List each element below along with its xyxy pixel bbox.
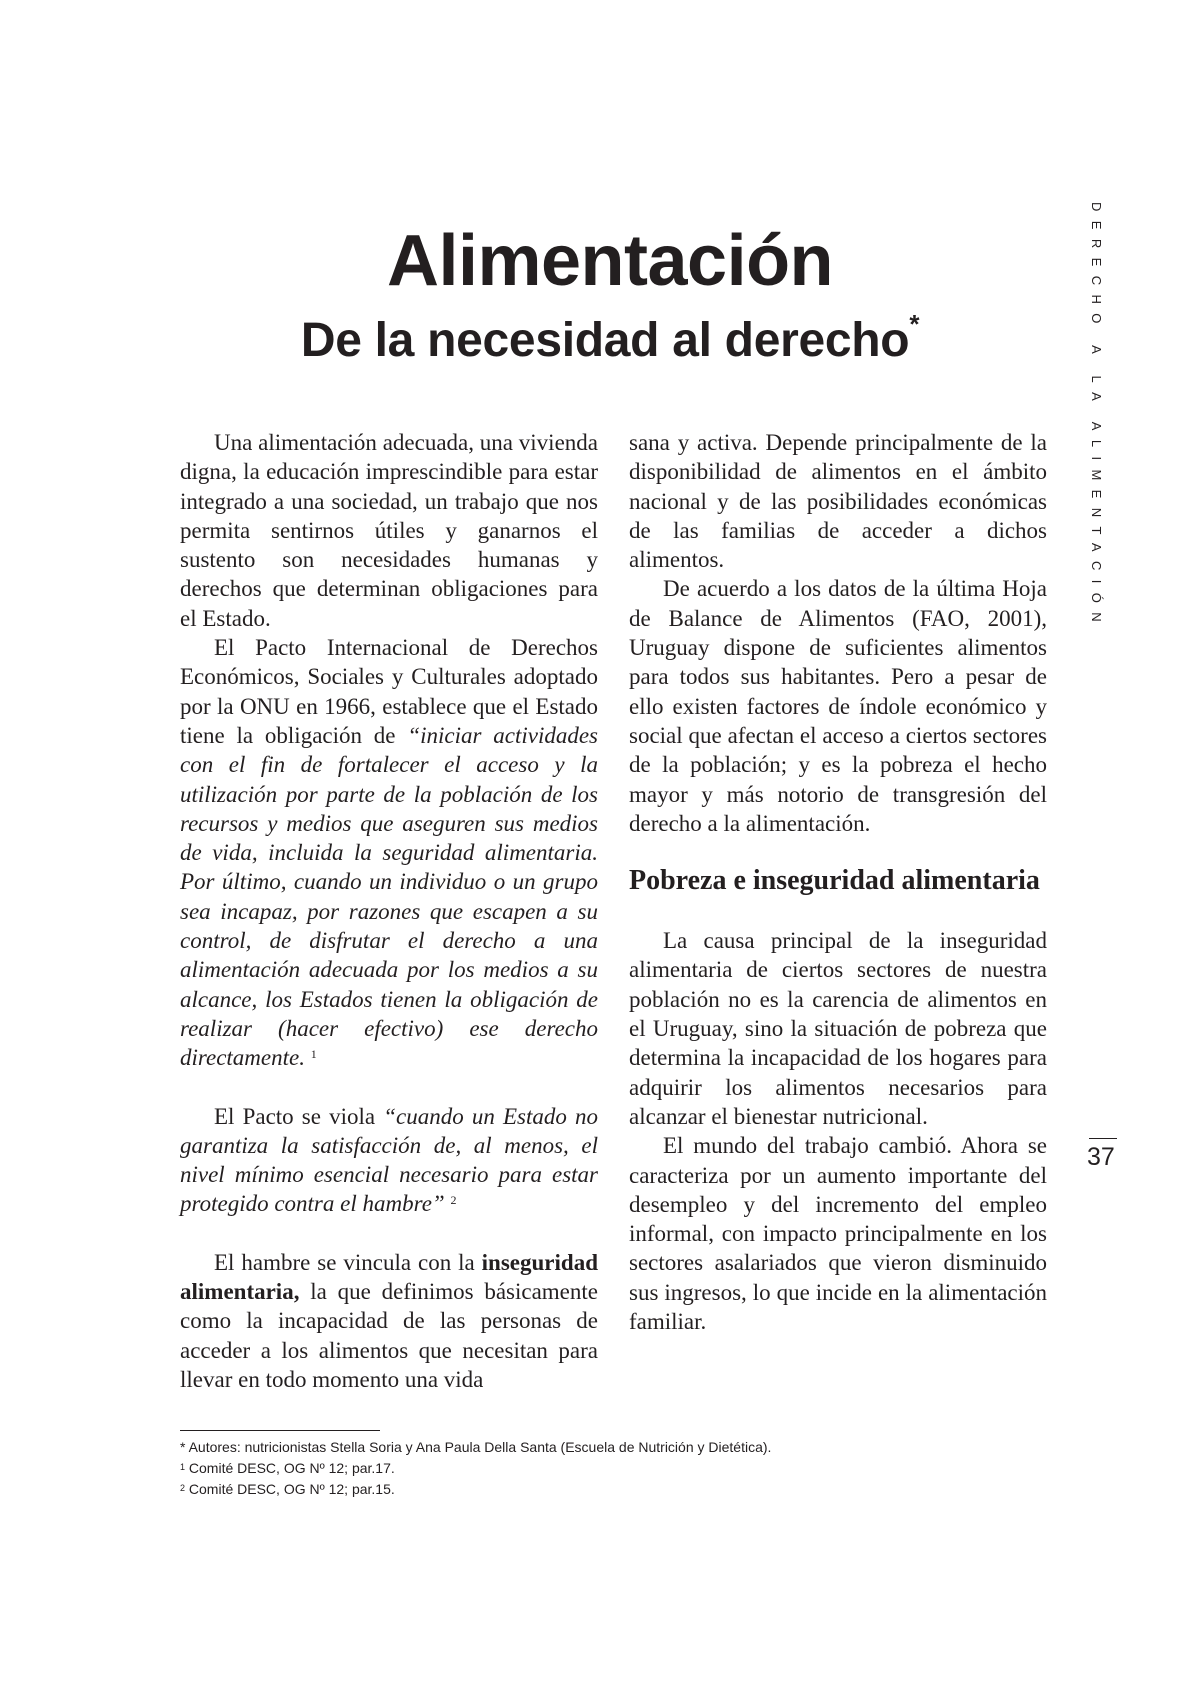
paragraph-work: El mundo del trabajo cambió. Ahora se caracteriza por un aumento importante del desempleo y del incremento del empleo informal, con impacto principalmente en los sectores asalariados que vieron disminuido sus ingresos, lo que incide en la alimentación familiar. [629,1133,1047,1335]
paragraph-pacto [180,633,598,1072]
footnote-2 [180,1479,1040,1500]
key-term-inseguridad: inseguridad alimentaria, [180,1249,598,1305]
section-heading: Pobreza e inseguridad alimentaria [629,865,1040,897]
pacto-quote: “iniciar actividades con el fin de fortalecer el acceso y la utilización por parte de la población de los recursos y medios que aseguren sus medios de vida, incluida la seguridad alimentaria. Por último, cuando un individuo o un grupo sea incapaz, por razones que escapen a su control, de disfrutar el derecho a una alimentación adecuada por los medios a su alcance, los Estados tienen la obligación de realizar (hacer efectivo) ese derecho directamente. [180,722,599,1071]
paragraph-violation [180,1102,598,1219]
subtitle-footnote-marker: * [909,309,920,339]
paragraph-hunger-text: El hambre se vincula con la [214,1249,482,1275]
footnote-rule [180,1430,380,1431]
left-column [180,428,598,1394]
violation-quote: “cuando un Estado no garantiza la satisfacción de, al menos, el nivel mínimo esencial necesario para estar protegido contra el hambre” [180,1103,599,1217]
page-subtitle [160,309,1060,367]
paragraph-violation-text: El Pacto se viola [214,1103,384,1129]
footnote-1-marker: 1 [180,1462,186,1472]
right-column [629,428,1047,1336]
footnote-ref-1: 1 [310,1047,317,1062]
paragraph-intro: Una alimentación adecuada, una vivienda digna, la educación imprescindible para estar integrado a una sociedad, un trabajo que nos permita sentirnos útiles y ganarnos el sustento son necesidades humanas y derechos que determinan obligaciones para el Estado. [180,430,598,631]
footnotes [180,1437,1040,1500]
footnote-1 [180,1458,1040,1479]
page-number-rule [1089,1138,1117,1139]
paragraph-hunger-rest: la que definimos básicamente como la incapacidad de las personas de acceder a los alimentos que necesitan para llevar en todo momento una vida [180,1279,598,1392]
page-title: Alimentación [386,221,834,301]
footnote-authors: * Autores: nutricionistas Stella Soria y Ana Paula Della Santa (Escuela de Nutrición y Dietética). [180,1439,772,1455]
title-block [160,221,1060,367]
footnote-2-text: Comité DESC, OG Nº 12; par.15. [185,1481,395,1497]
footnote-2-marker: 2 [180,1483,186,1493]
footnote-ref-2: 2 [450,1193,457,1208]
paragraph-pacto-text: El Pacto Internacional de Derechos Económicos, Sociales y Culturales adoptado por la ONU en 1966, establece que el Estado tiene la obligación de [180,635,598,748]
page-number: 37 [1087,1143,1115,1171]
subtitle-text: De la necesidad al derecho [300,314,910,367]
paragraph-hunger [180,1248,598,1394]
footnote-1-text: Comité DESC, OG Nº 12; par.17. [185,1460,395,1476]
paragraph-continued: sana y activa. Depende principalmente de la disponibilidad de alimentos en el ámbito nacional y de las posibilidades económicas de las familias de acceder a dichos alimentos. [629,430,1047,573]
side-running-header: DERECHO A LA ALIMENTACIÓN [1089,202,1104,632]
paragraph-poverty: La causa principal de la inseguridad alimentaria de ciertos sectores de nuestra población no es la carencia de alimentos en el Uruguay, sino la situación de pobreza que determina la incapacidad de los hogares para adquirir los alimentos necesarios para alcanzar el bienestar nutricional. [629,928,1047,1129]
paragraph-fao: De acuerdo a los datos de la última Hoja de Balance de Alimentos (FAO, 2001), Uruguay dispone de suficientes alimentos para todos sus habitantes. Pero a pesar de ello existen factores de índole económico y social que afectan el acceso a ciertos sectores de la población; y es la pobreza el hecho mayor y más notorio de transgresión del derecho a la alimentación. [629,576,1047,836]
